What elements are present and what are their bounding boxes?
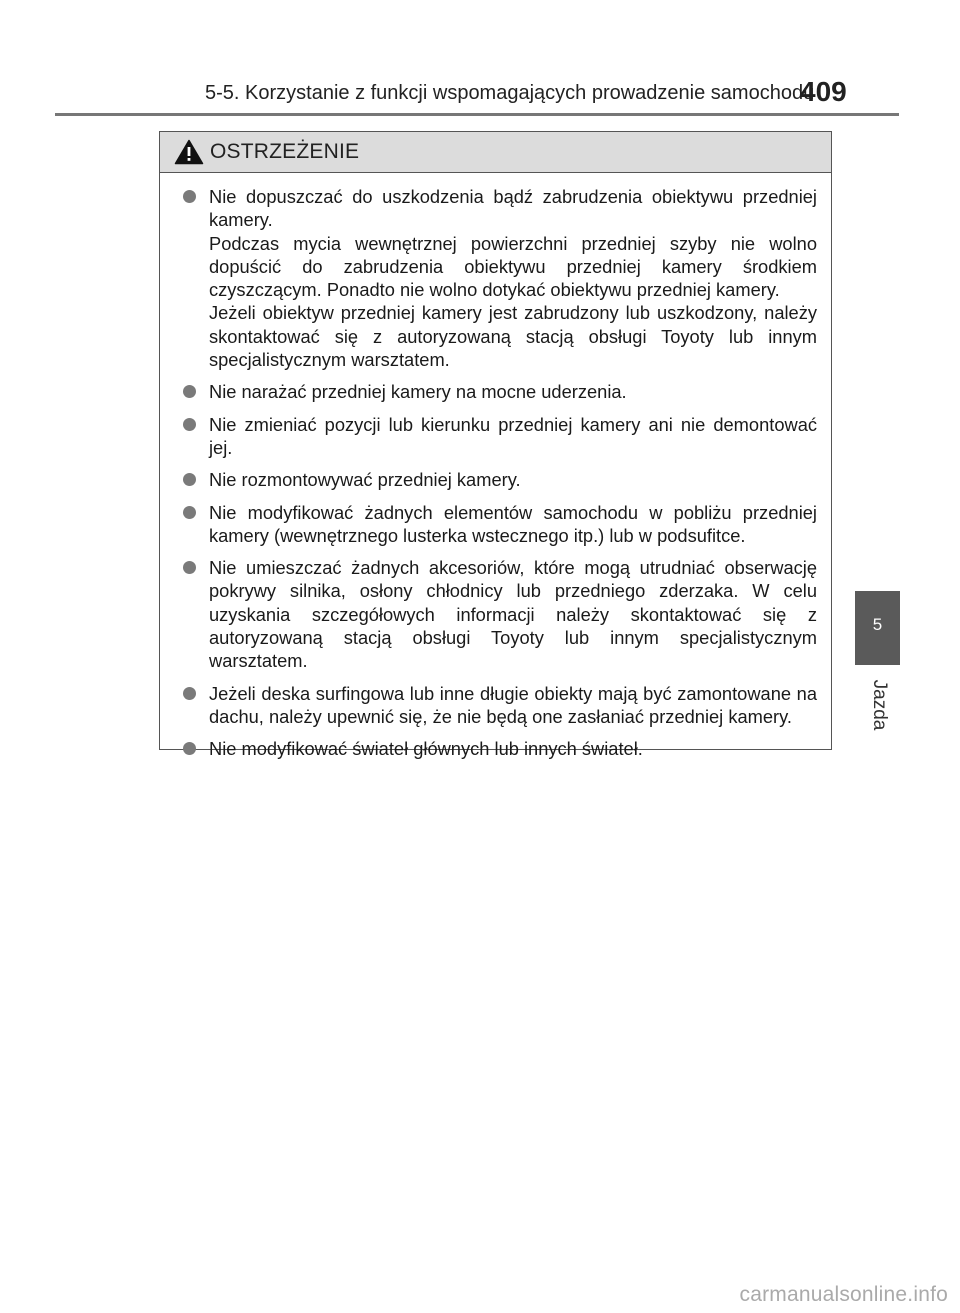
warning-item-text: Jeżeli deska surfingowa lub inne długie obiekty mają być zamontowane na dachu, należy upewnić się, że nie będą one zasłaniać przedniej kamery. — [209, 682, 817, 727]
bullet-icon — [183, 561, 196, 574]
warning-item-text: Nie dopuszczać do uszkodzenia bądź zabrudzenia obiektywu przedniej kamery. — [209, 186, 817, 231]
warning-item-text: Nie narażać przedniej kamery na mocne uderzenia. — [209, 381, 627, 403]
warning-item-text: Nie zmieniać pozycji lub kierunku przedniej kamery ani nie demontować jej. — [209, 413, 817, 458]
warning-item — [183, 556, 817, 672]
warning-item-text: Nie rozmontowywać przedniej kamery. — [209, 469, 521, 491]
warning-triangle-icon — [174, 139, 204, 165]
warning-item — [183, 380, 817, 403]
warning-item — [183, 737, 817, 760]
watermark: carmanualsonline.info — [739, 1283, 948, 1306]
warning-item-text: Nie modyfikować świateł głównych lub innych świateł. — [209, 738, 643, 760]
bullet-icon — [183, 418, 196, 431]
warning-item — [183, 185, 817, 371]
section-title: 5-5. Korzystanie z funkcji wspomagających prowadzenie samochodu — [205, 82, 815, 104]
chapter-label — [864, 675, 894, 735]
bullet-icon — [183, 385, 196, 398]
bullet-icon — [183, 190, 196, 203]
bullet-icon — [183, 473, 196, 486]
warning-item — [183, 501, 817, 548]
warning-header — [160, 132, 831, 173]
warning-item — [183, 682, 817, 729]
warning-list — [160, 173, 831, 761]
warning-item-text: Nie umieszczać żadnych akcesoriów, które mogą utrudniać obserwację pokrywy silnika, osłony chłodnicy lub przedniego zderzaka. W celu uzyskania szczegółowych informacji należy skontaktować się z autoryzowaną stacją obsługi Toyoty lub innym specjalistycznym warsztatem. — [209, 557, 817, 672]
bullet-icon — [183, 687, 196, 700]
chapter-tab — [855, 591, 900, 665]
bullet-icon — [183, 742, 196, 755]
chapter-number: 5 — [872, 615, 883, 634]
warning-item — [183, 413, 817, 460]
bullet-icon — [183, 506, 196, 519]
page-number: 409 — [800, 76, 847, 107]
warning-item-text: Jeżeli obiektyw przedniej kamery jest zabrudzony lub uszkodzony, należy skontaktować się z autoryzowaną stacją obsługi Toyoty lub innym specjalistycznym warsztatem. — [209, 302, 817, 371]
warning-box — [159, 131, 832, 760]
warning-title: OSTRZEŻENIE — [210, 140, 360, 163]
header-divider — [55, 113, 899, 116]
warning-item-text: Podczas mycia wewnętrznej powierzchni przedniej szyby nie wolno dopuścić do zabrudzenia obiektywu przedniej kamery środkiem czyszczącym. Ponadto nie wolno dotykać obiektywu przedniej kamery. — [209, 232, 817, 301]
warning-item — [183, 468, 817, 491]
chapter-label-text: Jazda — [869, 679, 890, 731]
warning-item-text: Nie modyfikować żadnych elementów samochodu w pobliżu przedniej kamery (wewnętrznego lusterka wstecznego itp.) lub w podsufitce. — [209, 501, 817, 546]
page-header — [0, 0, 960, 118]
